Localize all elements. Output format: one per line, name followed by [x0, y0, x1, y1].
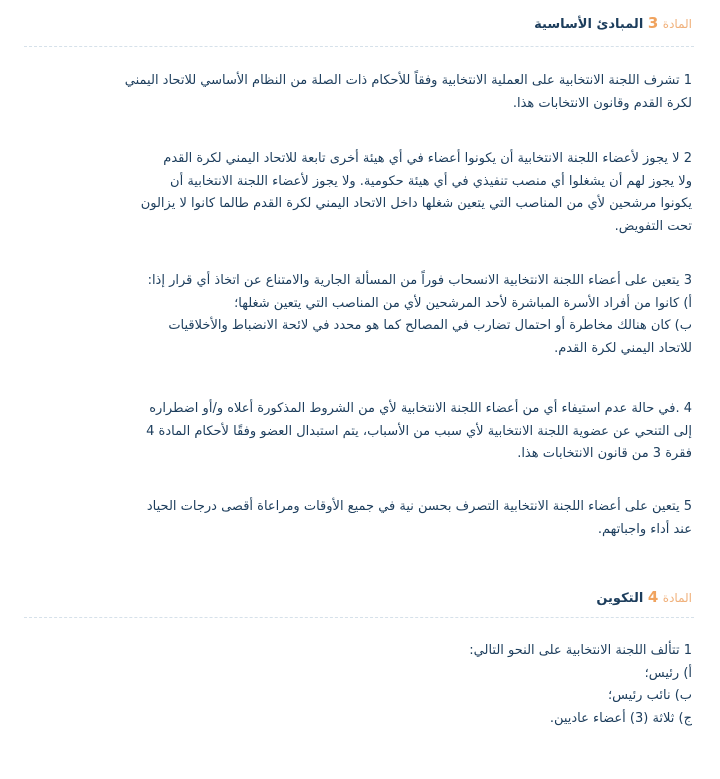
paragraph-line: 3 يتعين على أعضاء اللجنة الانتخابية الانسحاب فوراً من المسألة الجارية والامتناع عن اتخاذ أي قرار إذا: [147, 273, 692, 288]
article-3-divider [24, 46, 694, 47]
article-4-composition-list [469, 640, 692, 730]
paragraph-line: لكرة القدم وقانون الانتخابات هذا. [512, 95, 692, 111]
paragraph-line: ولا يجوز لهم أن يشغلوا أي منصب تنفيذي في أي هيئة حكومية. ولا يجوز لأعضاء اللجنة الانتخابية أن [170, 173, 692, 189]
paragraph-line: 2 لا يجوز لأعضاء اللجنة الانتخابية أن يكونوا أعضاء في أي هيئة أخرى تابعة للاتحاد اليمني لكرة القدم [163, 151, 692, 166]
article-3-paragraph-1 [22, 70, 692, 115]
paragraph-line: 4 .في حالة عدم استيفاء أي من أعضاء اللجنة الانتخابية لأي من الشروط المذكورة أعلاه و/أو اضطراره [149, 401, 692, 416]
article-3-prefix: المادة [662, 17, 692, 31]
article-4-title: التكوين [596, 591, 644, 606]
article-3-paragraph-3 [22, 270, 692, 360]
paragraph-line: 5 يتعين على أعضاء اللجنة الانتخابية التصرف بحسن نية في جميع الأوقات ومراعاة أقصى درجات الحياد [146, 499, 692, 514]
article-3-title: المبادئ الأساسية [534, 17, 644, 32]
list-item: ب) نائب رئيس؛ [607, 688, 692, 703]
article-4-number: 4 [647, 588, 659, 606]
paragraph-line: للاتحاد اليمني لكرة القدم. [554, 340, 692, 356]
paragraph-line: 1 تشرف اللجنة الانتخابية على العملية الانتخابية وفقاً للأحكام ذات الصلة من النظام الأساسي للاتحاد اليمني [124, 73, 692, 88]
article-3-heading [24, 14, 692, 32]
paragraph-line: إلى التنحي عن عضوية اللجنة الانتخابية لأي سبب من الأسباب، يتم استبدال العضو وفقًا لأحكام المادة 4 [146, 423, 692, 439]
list-item: ج) ثلاثة (3) أعضاء عاديين. [549, 710, 692, 726]
article-4-prefix: المادة [662, 591, 692, 605]
article-3-paragraph-4 [22, 398, 692, 466]
list-item: أ) رئيس؛ [644, 665, 692, 681]
list-intro: 1 تتألف اللجنة الانتخابية على النحو التالي: [469, 643, 692, 658]
paragraph-line: أ) كانوا من أفراد الأسرة المباشرة لأحد المرشحين لأي من المناصب التي يتعين شغلها؛ [234, 295, 692, 311]
article-4-heading [24, 588, 692, 606]
article-3-number: 3 [647, 14, 659, 32]
paragraph-line: فقرة 3 من قانون الانتخابات هذا. [517, 446, 692, 461]
article-3-paragraph-2 [22, 148, 692, 238]
article-4-divider [24, 617, 694, 618]
paragraph-line: تحت التفويض. [614, 218, 692, 234]
paragraph-line: عند أداء واجباتهم. [597, 521, 692, 537]
paragraph-line: ب) كان هنالك مخاطرة أو احتمال تضارب في المصالح كما هو محدد في لائحة الانضباط والأخلاقيات [168, 318, 692, 333]
article-3-paragraph-5 [22, 496, 692, 541]
paragraph-line: يكونوا مرشحين لأي من المناصب التي يتعين شغلها داخل الاتحاد اليمني لكرة القدم طالما كانوا لا يزالون [140, 196, 692, 211]
